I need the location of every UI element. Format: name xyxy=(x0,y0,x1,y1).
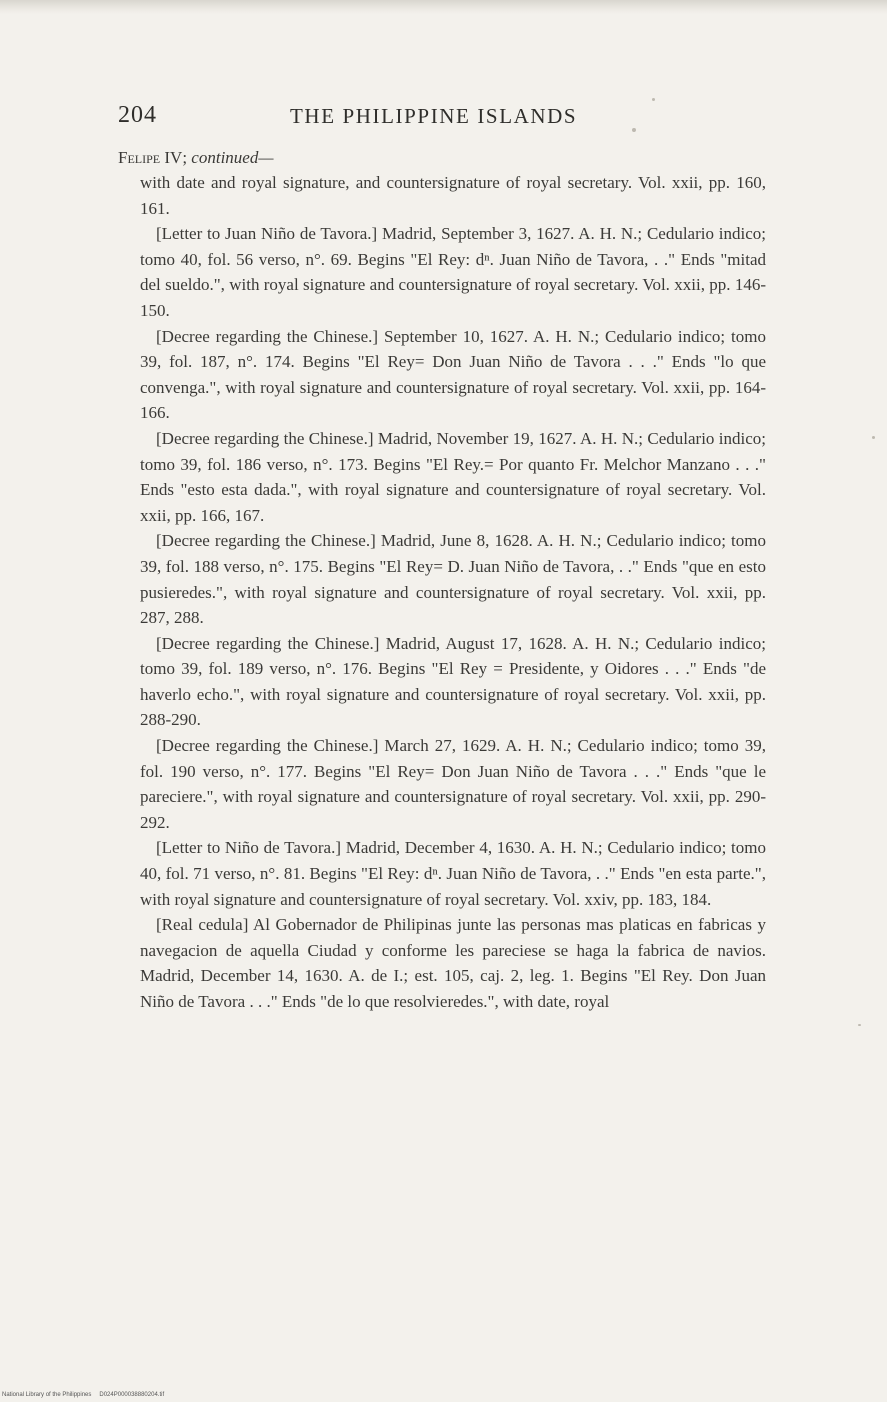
section-heading-separator: ; xyxy=(182,148,192,167)
scan-top-edge xyxy=(0,0,887,14)
page-content xyxy=(118,96,766,1015)
scan-source-stamp xyxy=(2,1391,164,1399)
bibliography-entry: [Decree regarding the Chinese.] September 10, 1627. A. H. N.; Cedulario indico; tomo 39, fol. 187, n°. 174. Begins "El Rey= Don Juan Niño de Tavora . . ." Ends "lo que convenga.", with royal signature and countersignature of royal secretary. Vol. xxii, pp. 164-166. xyxy=(140,326,766,423)
section-heading-name: Felipe IV xyxy=(118,148,183,167)
bibliography-entry: [Decree regarding the Chinese.] Madrid, November 19, 1627. A. H. N.; Cedulario indico; tomo 39, fol. 186 verso, n°. 173. Begins "El Rey.= Por quanto Fr. Melchor Manzano . . ." Ends "esto esta dada.", with royal signature and countersignature of royal secretary. Vol. xxii, pp. 166, 167. xyxy=(140,428,766,525)
running-head xyxy=(118,96,766,140)
scan-speck xyxy=(858,1024,861,1026)
section-heading xyxy=(118,146,766,170)
scan-speck xyxy=(872,436,875,439)
bibliography-entry: [Decree regarding the Chinese.] March 27, 1629. A. H. N.; Cedulario indico; tomo 39, fol. 190 verso, n°. 177. Begins "El Rey= Don Juan Niño de Tavora . . ." Ends "que le pareciere.", with royal signature and countersignature of royal secretary. Vol. xxii, pp. 290-292. xyxy=(140,736,766,832)
page-number: 204 xyxy=(118,102,157,128)
bibliography-entries xyxy=(118,170,766,1015)
bibliography-entry: with date and royal signature, and countersignature of royal secretary. Vol. xxii, pp. 160, 161. xyxy=(140,173,766,218)
section-heading-continued: continued— xyxy=(191,148,274,167)
running-title: THE PHILIPPINE ISLANDS xyxy=(290,104,578,128)
bibliography-entry: [Letter to Juan Niño de Tavora.] Madrid, September 3, 1627. A. H. N.; Cedulario indico; tomo 40, fol. 56 verso, n°. 69. Begins "El Rey: dⁿ. Juan Niño de Tavora, . ." Ends "mitad del sueldo.", with royal signature and countersignature of royal secretary. Vol. xxii, pp. 146-150. xyxy=(140,224,766,320)
scan-source: National Library of the Philippines xyxy=(2,1392,92,1398)
bibliography-entry: [Decree regarding the Chinese.] Madrid, June 8, 1628. A. H. N.; Cedulario indico; tomo 39, fol. 188 verso, n°. 175. Begins "El Rey= D. Juan Niño de Tavora, . ." Ends "que en esto pusieredes.", with royal signature and countersignature of royal secretary. Vol. xxii, pp. 287, 288. xyxy=(140,531,766,628)
bibliography-entry: [Decree regarding the Chinese.] Madrid, August 17, 1628. A. H. N.; Cedulario indico; tomo 39, fol. 189 verso, n°. 176. Begins "El Rey = Presidente, y Oidores . . ." Ends "de haverlo echo.", with royal signature and countersignature of royal secretary. Vol. xxii, pp. 288-290. xyxy=(140,633,766,730)
scan-file-code: D024P000038880204.tif xyxy=(99,1392,165,1398)
bibliography-entry: [Real cedula] Al Gobernador de Philipinas junte las personas mas platicas en fabricas y navegacion de aquella Ciudad y conforme les pareciese se haga la fabrica de navios. Madrid, December 14, 1630. A. de I.; est. 105, caj. 2, leg. 1. Begins "El Rey. Don Juan Niño de Tavora . . ." Ends "de lo que resolvieredes.", with date, royal xyxy=(140,915,766,1011)
bibliography-entry: [Letter to Niño de Tavora.] Madrid, December 4, 1630. A. H. N.; Cedulario indico; tomo 40, fol. 71 verso, n°. 81. Begins "El Rey: dⁿ. Juan Niño de Tavora, . ." Ends "en esta parte.", with royal signature and countersignature of royal secretary. Vol. xxiv, pp. 183, 184. xyxy=(140,838,766,909)
